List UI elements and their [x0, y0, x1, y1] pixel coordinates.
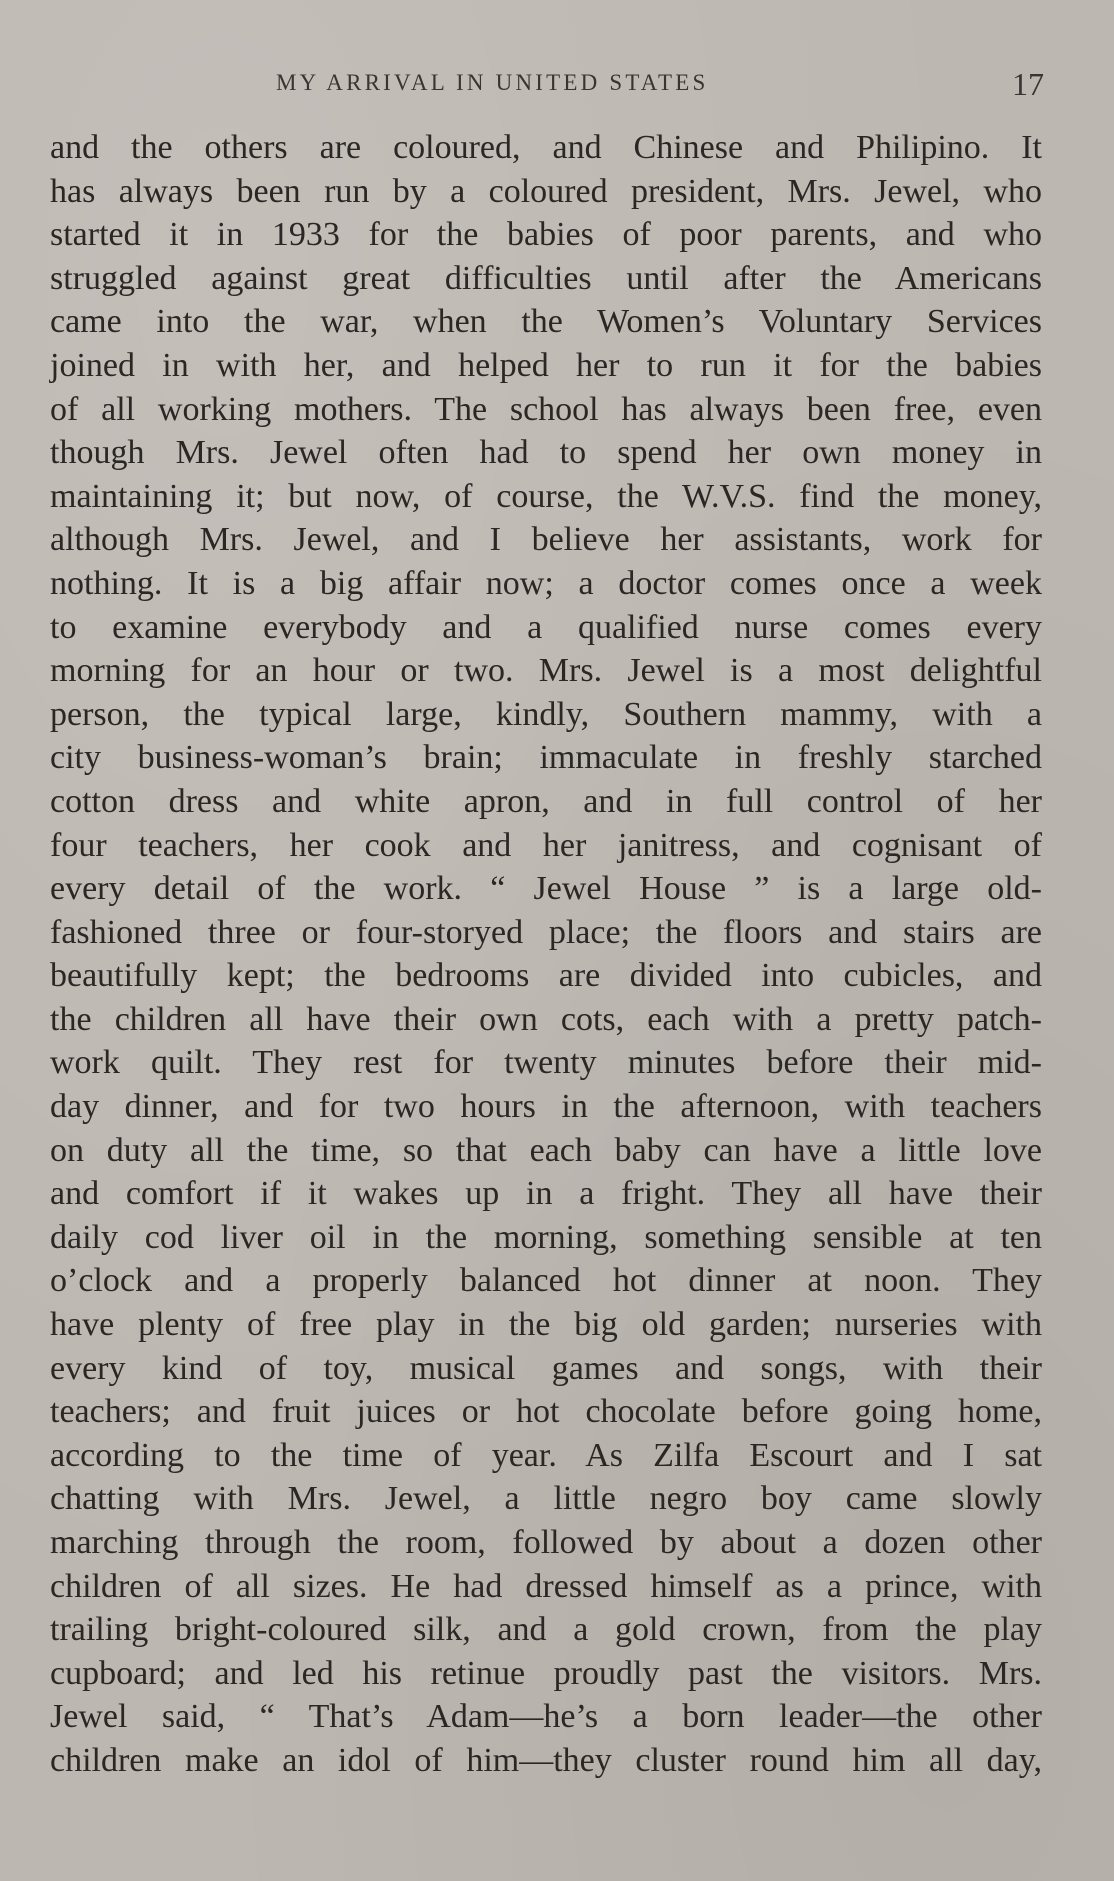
text-line: Jewel said, “ That’s Adam—he’s a born leader—the other	[50, 1698, 1042, 1736]
text-line: nothing. It is a big affair now; a doctor comes once a week	[50, 564, 1042, 602]
body-text	[50, 126, 1042, 1783]
text-line: and comfort if it wakes up in a fright. They all have their	[50, 1175, 1042, 1213]
text-line: every detail of the work. “ Jewel House ” is a large old-	[50, 870, 1042, 908]
text-line: daily cod liver oil in the morning, something sensible at ten	[50, 1218, 1042, 1256]
text-line: has always been run by a coloured president, Mrs. Jewel, who	[50, 172, 1042, 210]
text-line: children of all sizes. He had dressed himself as a prince, with	[50, 1567, 1042, 1605]
text-line: four teachers, her cook and her janitress, and cognisant of	[50, 826, 1042, 864]
text-line: of all working mothers. The school has always been free, even	[50, 390, 1042, 428]
text-line: person, the typical large, kindly, Southern mammy, with a	[50, 695, 1042, 733]
text-line: fashioned three or four-storyed place; the floors and stairs are	[50, 913, 1042, 951]
text-line: joined in with her, and helped her to run it for the babies	[50, 346, 1042, 384]
text-line: according to the time of year. As Zilfa Escourt and I sat	[50, 1436, 1042, 1474]
text-line: teachers; and fruit juices or hot chocolate before going home,	[50, 1393, 1042, 1431]
text-line: have plenty of free play in the big old garden; nurseries with	[50, 1306, 1042, 1344]
text-line: though Mrs. Jewel often had to spend her own money in	[50, 434, 1042, 472]
text-line: day dinner, and for two hours in the afternoon, with teachers	[50, 1088, 1042, 1126]
text-line: came into the war, when the Women’s Voluntary Services	[50, 303, 1042, 341]
text-line: to examine everybody and a qualified nurse comes every	[50, 608, 1042, 646]
text-line: chatting with Mrs. Jewel, a little negro boy came slowly	[50, 1480, 1042, 1518]
text-line: struggled against great difficulties until after the Americans	[50, 259, 1042, 297]
running-head: MY ARRIVAL IN UNITED STATES	[276, 70, 709, 95]
page-number: 17	[1012, 66, 1044, 102]
text-line: and the others are coloured, and Chinese and Philipino. It	[50, 129, 1042, 166]
text-line: city business-woman’s brain; immaculate in freshly starched	[50, 739, 1042, 777]
text-line: maintaining it; but now, of course, the W.V.S. find the money,	[50, 477, 1042, 515]
text-line: work quilt. They rest for twenty minutes before their mid-	[50, 1044, 1042, 1082]
text-line: every kind of toy, musical games and songs, with their	[50, 1349, 1042, 1387]
text-line: beautifully kept; the bedrooms are divided into cubicles, and	[50, 957, 1042, 995]
text-line: morning for an hour or two. Mrs. Jewel is a most delightful	[50, 652, 1042, 690]
text-line: on duty all the time, so that each baby can have a little love	[50, 1131, 1042, 1169]
text-line: started it in 1933 for the babies of poor parents, and who	[50, 216, 1042, 254]
text-line: trailing bright-coloured silk, and a gold crown, from the play	[50, 1611, 1042, 1649]
text-line: cupboard; and led his retinue proudly past the visitors. Mrs.	[50, 1654, 1042, 1692]
text-line: o’clock and a properly balanced hot dinner at noon. They	[50, 1262, 1042, 1300]
text-line: marching through the room, followed by about a dozen other	[50, 1524, 1042, 1561]
text-line: the children all have their own cots, each with a pretty patch-	[50, 1000, 1042, 1038]
text-line: although Mrs. Jewel, and I believe her assistants, work for	[50, 521, 1042, 559]
text-line: children make an idol of him—they cluster round him all day,	[50, 1741, 1042, 1779]
text-line: cotton dress and white apron, and in full control of her	[50, 782, 1042, 820]
